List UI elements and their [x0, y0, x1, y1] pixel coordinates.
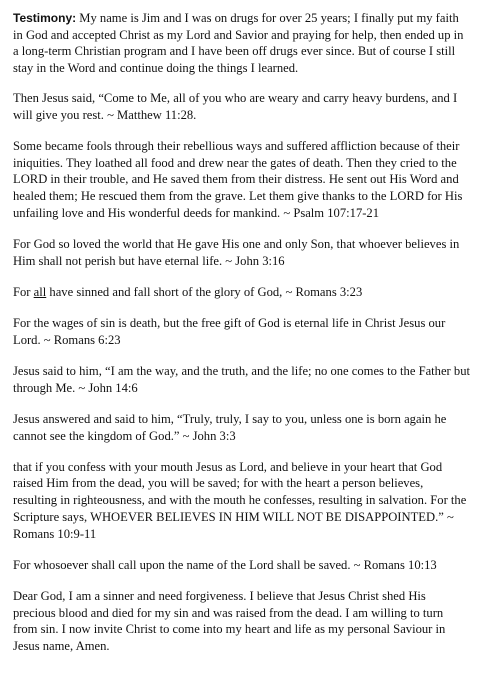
testimony-text: My name is Jim and I was on drugs for over 25 years; I finally put my faith in God and accepted Christ as my Lord and Savior and praying for help, then ended up in a long-term Christian program and I have been off drugs ever since. But of course I still stay in the Word and continue doing the things I learned. [13, 11, 464, 75]
verse-romans-3-23 [13, 284, 470, 301]
verse-romans-3-23-before: For [13, 284, 34, 299]
verse-psalm-107: Some became fools through their rebellious ways and suffered affliction because of their iniquities. They loathed all food and drew near the gates of death. Then they cried to the LORD in their trouble, and He saved them from their distress. He sent out His Word and healed them; He rescued them from the grave. Let them give thanks to the LORD for His unfailing love and His wonderful deeds for mankind. ~ Psalm 107:17-21 [13, 138, 463, 220]
verse-romans-10-9-11: that if you confess with your mouth Jesus as Lord, and believe in your heart that God raised Him from the dead, you will be saved; for with the heart a person believes, resulting in righteousness, and with the mouth he confesses, resulting in salvation. For the Scripture says, WHOEVER BELIEVES IN HIM WILL NOT BE DISAPPOINTED.” ~ Romans 10:9-11 [13, 459, 467, 541]
testimony-label: Testimony: [13, 11, 77, 25]
testimony-paragraph [13, 10, 470, 76]
verse-john-3-16: For God so loved the world that He gave His one and only Son, that whoever believes in Him shall not perish but have eternal life. ~ John 3:16 [13, 236, 460, 268]
salvation-prayer: Dear God, I am a sinner and need forgiveness. I believe that Jesus Christ shed His precious blood and died for my sin and was raised from the dead. I am willing to turn from sin. I now invite Christ to come into my heart and life as my personal Saviour in Jesus name, Amen. [13, 588, 446, 654]
verse-matthew-11-28: Then Jesus said, “Come to Me, all of you who are weary and carry heavy burdens, and I will give you rest. ~ Matthew 11:28. [13, 91, 458, 122]
verse-romans-10-13: For whosoever shall call upon the name of the Lord shall be saved. ~ Romans 10:13 [13, 557, 437, 572]
verse-romans-3-23-underlined: all [33, 284, 47, 299]
verse-john-14-6: Jesus said to him, “I am the way, and the truth, and the life; no one comes to the Father but through Me. ~ John 14:6 [13, 363, 470, 395]
verse-romans-6-23: For the wages of sin is death, but the free gift of God is eternal life in Christ Jesus our Lord. ~ Romans 6:23 [13, 316, 446, 347]
verse-romans-3-23-after: have sinned and fall short of the glory of God, ~ Romans 3:23 [46, 284, 363, 299]
verse-john-3-3: Jesus answered and said to him, “Truly, truly, I say to you, unless one is born again he cannot see the kingdom of God.” ~ John 3:3 [13, 411, 447, 443]
